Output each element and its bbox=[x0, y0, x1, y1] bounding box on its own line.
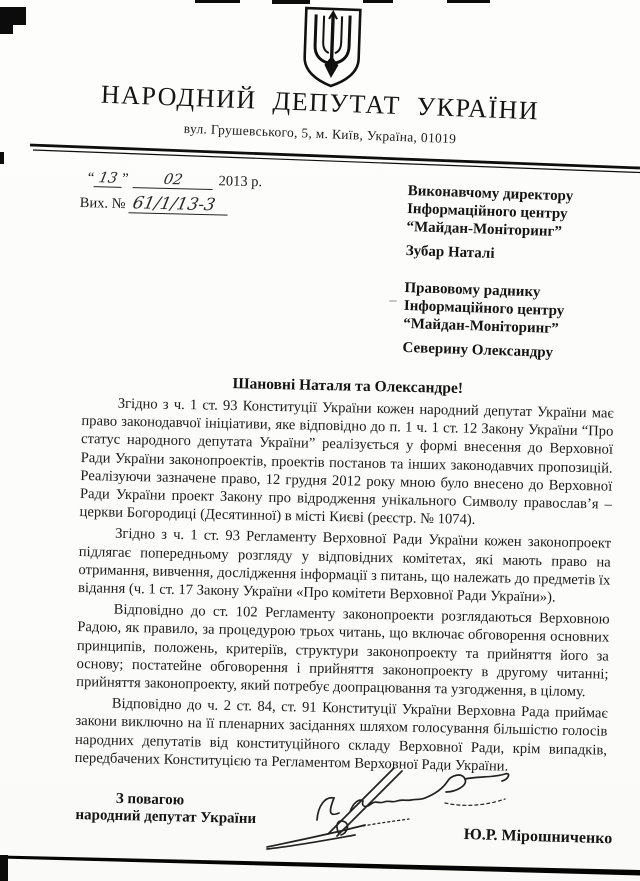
scan-artifact-top-dash bbox=[447, 0, 490, 3]
date-day-handwritten: 13 bbox=[97, 170, 120, 187]
recipient-org-name: “Майдан-Моніторинг” bbox=[403, 315, 559, 338]
body-paragraph: Відповідно до ч. 2 ст. 84, ст. 91 Конституції України Верховна Рада приймає закони виключно на її пленарних засіданнях шляхом голосування більшістю голосів народних депутатів від конституційного складу Верховної Ради, крім випадків, передбачених Конституцією та Регламентом Верховної Ради України. bbox=[74, 695, 608, 775]
body-paragraph: Згідно з ч. 1 ст. 93 Регламенту Верховної Ради України кожен законопроект підлягає попередньому розгляду у відповідних комітетах, які мають право на отримання, вивчення, дослідження інформації з питань, що належать до предметів їх відання (ч. 1 ст. 17 Закону України «Про комітети Верховної Ради України»). bbox=[77, 526, 612, 606]
outgoing-number-label: Вих. № bbox=[79, 194, 126, 213]
body-paragraph: Відповідно до ст. 102 Регламенту законопроекти розглядаються Верховною Радою, як правило, за процедурою трьох читань, що включає обговорення основних принципів, положень, критеріїв, структури законопроекту та прийняття його за основу; постатейне обговорення і прийняття законопроекту в другому читанні; прийняття законопроекту, який потребує доопрацювання та узгодження, в цілому. bbox=[76, 601, 610, 701]
date-month-handwritten: 02 bbox=[161, 171, 184, 189]
date-year: 2013 р. bbox=[218, 173, 263, 191]
date-line bbox=[88, 170, 263, 191]
salutation: Шановні Наталя та Олександре! bbox=[232, 375, 464, 397]
recipient-position: Виконавчому директору bbox=[407, 182, 574, 205]
recipient-org-name: “Майдан-Моніторинг” bbox=[406, 218, 563, 241]
scan-artifact-bottom-edge bbox=[0, 845, 640, 881]
letterhead-title: НАРОДНИЙ ДЕПУТАТ УКРАЇНИ bbox=[100, 79, 540, 126]
recipient-position: Правовому раднику bbox=[404, 279, 541, 301]
scan-artifact-top-dash bbox=[363, 0, 393, 3]
scan-artifact-corner bbox=[0, 25, 13, 34]
tryzub-emblem-icon bbox=[300, 5, 365, 91]
outgoing-number-line bbox=[80, 194, 229, 216]
recipient-person: Зубар Наталі bbox=[405, 242, 495, 262]
outgoing-number-handwritten: 61/1/13-3 bbox=[131, 193, 218, 216]
recipients-block bbox=[402, 182, 623, 364]
scan-artifact-corner bbox=[0, 7, 26, 25]
signer-name: Ю.Р. Мірошниченко bbox=[463, 826, 613, 848]
scan-artifact-speck bbox=[389, 300, 397, 302]
recipient-person: Северину Олександру bbox=[402, 339, 554, 361]
body-paragraph: Згідно з ч. 1 ст. 93 Конституції України кожен народний депутат України має право законодавчої ініціативи, яке відповідно до п. 1 ч. 1 ст. 12 Закону України “Про статус народного депутата України” реалізується у формі внесення до Верховної Ради України законопроектів, проектів постанов та інших законодавчих пропозицій. Реалізуючи зазначене право, 12 грудня 2012 року мною було внесено до Верховної Ради України проект Закону про відродження унікального Символу православ’я – церкви Богородиці (Десятинної) в місті Києві (реєстр. № 1074). bbox=[79, 395, 614, 529]
closing-block bbox=[75, 790, 256, 828]
recipient-org: Інформаційного центру bbox=[403, 297, 565, 320]
letter-body bbox=[74, 394, 613, 781]
closing-title: народний депутат України bbox=[75, 806, 257, 828]
scan-artifact-top-dash bbox=[272, 0, 310, 4]
recipient-org: Інформаційного центру bbox=[406, 200, 568, 223]
scan-artifact-top-dash bbox=[195, 0, 240, 3]
date-close-quote: ” bbox=[122, 170, 129, 187]
date-open-quote: “ bbox=[87, 170, 95, 187]
scan-artifact-bottom-bar bbox=[0, 855, 8, 881]
closing-regards: З повагою bbox=[115, 790, 185, 809]
letterhead-address: вул. Грушевського, 5, м. Київ, Україна, 01019 bbox=[183, 120, 457, 147]
